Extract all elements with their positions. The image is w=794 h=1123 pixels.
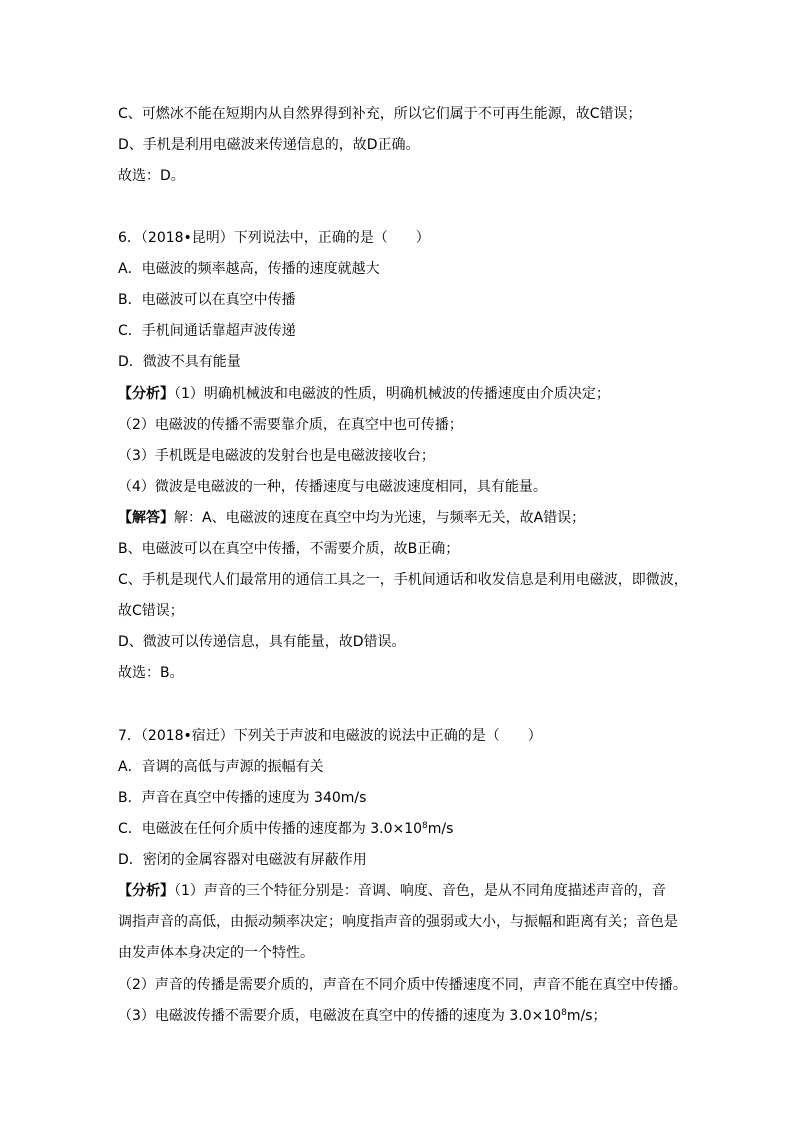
q6-solution-line-5: D、微波可以传递信息，具有能量，故D错误。 [118, 634, 406, 650]
q7-analysis-line-4: （2）声音的传播是需要介质的，声音在不同介质中传播速度不同，声音不能在真空中传播。 [118, 977, 687, 993]
q7-analysis-line-5: （3）电磁波传播不需要介质，电磁波在真空中的传播的速度为 $3.0\times 10^8m/s$； [118, 1008, 607, 1024]
q6-stem: 6．（2018•昆明）下列说法中，正确的是（ ） [118, 230, 430, 246]
q7-analysis-line-1: 【分析】（1）声音的三个特征分别是：音调、响度、音色，是从不同角度描述声音的，音 [118, 883, 666, 899]
q6-analysis-line-3: （3）手机既是电磁波的发射台也是电磁波接收台； [118, 448, 435, 464]
q7-analysis-line-3: 由发声体本身决定的一个特性。 [118, 945, 314, 961]
q6-solution-line-2: B、电磁波可以在真空中传播，不需要介质，故B正确； [118, 541, 460, 557]
prev-option-c-explanation: C、可燃冰不能在短期内从自然界得到补充，所以它们属于不可再生能源，故C错误； [118, 106, 642, 122]
q6-option-d: D．微波不具有能量 [118, 354, 241, 370]
q7-analysis-line-2: 调指声音的高低，由振动频率决定；响度指声音的强弱或大小，与振幅和距离有关；音色是 [118, 914, 678, 930]
q6-solution-line-3: C、手机是现代人们最常用的通信工具之一，手机间通话和收发信息是利用电磁波，即微波， [118, 572, 688, 588]
q6-analysis-line-1: 【分析】（1）明确机械波和电磁波的性质，明确机械波的传播速度由介质决定； [118, 386, 610, 402]
q6-solution-line-1: 【解答】解：A、电磁波的速度在真空中均为光速，与频率无关，故A错误； [118, 510, 586, 526]
prev-option-d-explanation: D、手机是利用电磁波来传递信息的，故D正确。 [118, 137, 420, 153]
q6-option-a: A．电磁波的频率越高，传播的速度就越大 [118, 261, 380, 277]
q7-stem: 7．（2018•宿迁）下列关于声波和电磁波的说法中正确的是（ ） [118, 728, 542, 744]
q6-solution-label: 【解答】 [118, 510, 174, 526]
q6-option-c: C．手机间通话靠超声波传递 [118, 323, 296, 339]
q6-option-b: B．电磁波可以在真空中传播 [118, 292, 296, 308]
q7-option-d: D．密闭的金属容器对电磁波有屏蔽作用 [118, 852, 367, 868]
prev-answer: 故选：D。 [118, 168, 185, 184]
q7-analysis-label: 【分析】 [118, 883, 174, 899]
q6-solution-line-4: 故C错误； [118, 603, 184, 619]
q6-analysis-label: 【分析】 [118, 386, 174, 402]
q6-analysis-line-4: （4）微波是电磁波的一种，传播速度与电磁波速度相同，具有能量。 [118, 479, 547, 495]
q7-option-c: C．电磁波在任何介质中传播的速度都为 $3.0\times 10^8m/s$ [118, 821, 454, 837]
q7-option-a: A．音调的高低与声源的振幅有关 [118, 759, 324, 775]
q6-answer: 故选：B。 [118, 665, 184, 681]
q7-option-b: B．声音在真空中传播的速度为 340m/s [118, 790, 367, 806]
q6-analysis-line-2: （2）电磁波的传播不需要靠介质，在真空中也可传播； [118, 417, 463, 433]
